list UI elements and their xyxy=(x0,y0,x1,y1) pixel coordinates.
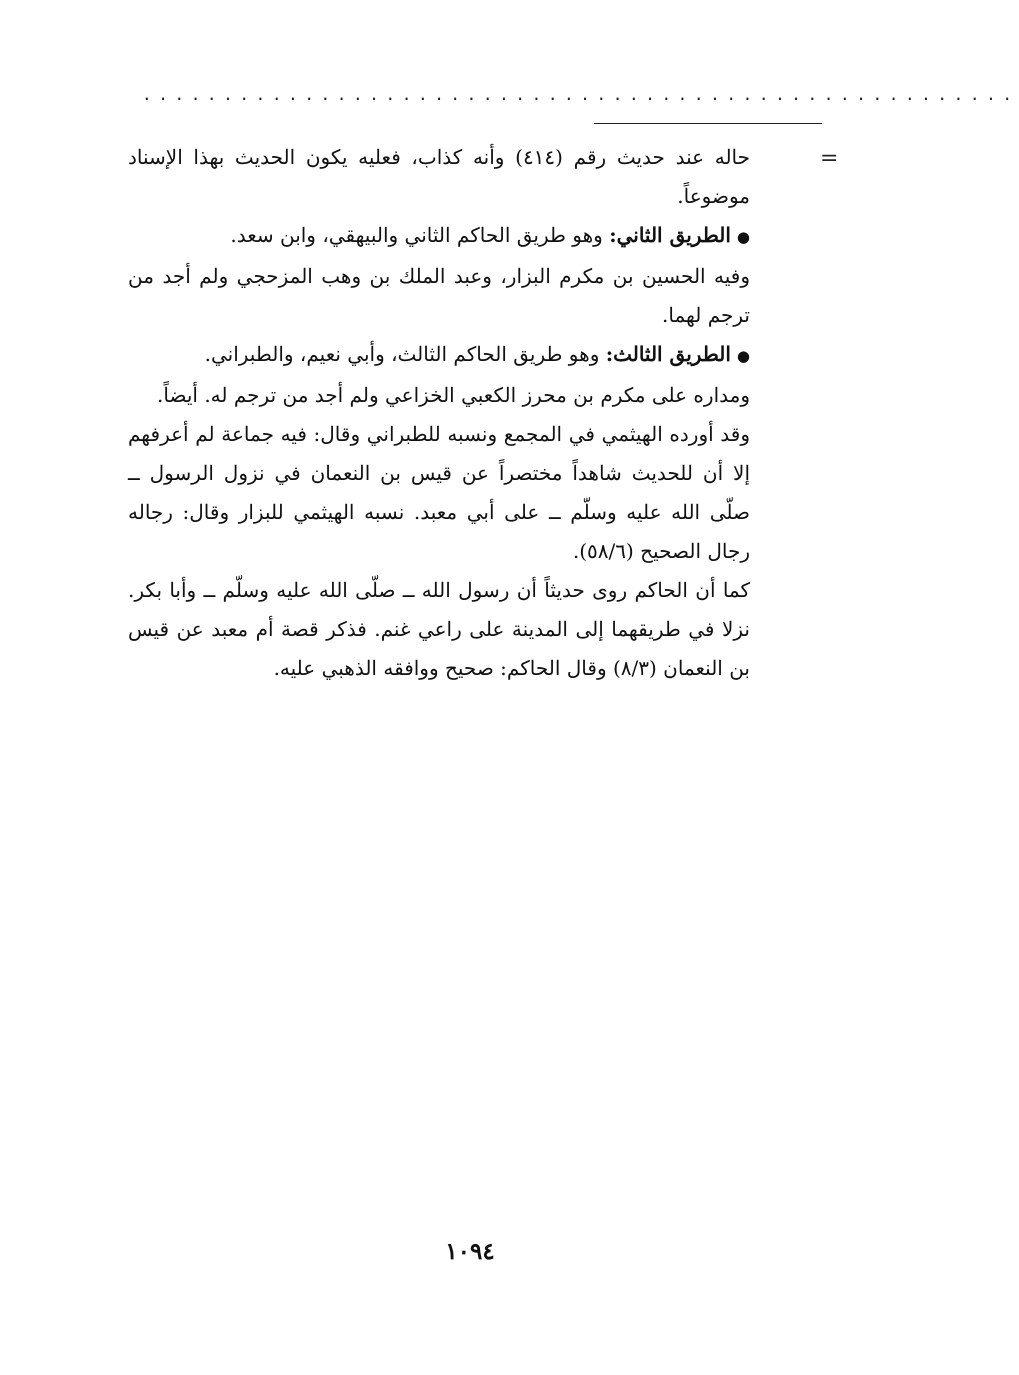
paragraph-haythami: وقد أورده الهيثمي في المجمع ونسبه للطبراني وقال: فيه جماعة لم أعرفهم إلا أن للحديث شاهداً مختصراً عن قيس بن النعمان في نزول الرسول ــ صلّى الله عليه وسلّم ــ على أبي معبد. نسبه الهيثمي للبزار وقال: رجاله رجال الصحيح (٥٨/٦). xyxy=(128,422,750,563)
paragraph-second-route-narrators: وفيه الحسين بن مكرم البزار، وعبد الملك بن وهب المزحجي ولم أجد من ترجم لهما. xyxy=(128,264,750,327)
second-route-text: وهو طريق الحاكم الثاني والبيهقي، وابن سعد. xyxy=(230,223,610,247)
third-route-label: الطريق الثالث: xyxy=(605,342,731,366)
paragraph-hakim: كما أن الحاكم روى حديثاً أن رسول الله ــ صلّى الله عليه وسلّم ــ وأبا بكر. نزلا في طريقهما إلى المدينة على راعي غنم. فذكر قصة أم معبد عن قيس بن النعمان (٨/٣) وقال الحاكم: صحيح ووافقه الذهبي عليه. xyxy=(128,578,750,680)
bullet-icon: ● xyxy=(736,347,750,365)
paragraph-continuation: حاله عند حديث رقم (٤١٤) وأنه كذاب، فعليه يكون الحديث بهذا الإسناد موضوعاً. xyxy=(128,145,750,208)
third-route-text: وهو طريق الحاكم الثالث، وأبي نعيم، والطبراني. xyxy=(204,342,606,366)
page-number: ١٠٩٤ xyxy=(445,1238,495,1265)
paragraph-second-route xyxy=(128,216,750,257)
paragraph-third-route xyxy=(128,335,750,376)
bullet-icon: ● xyxy=(736,228,750,246)
second-route-label: الطريق الثاني: xyxy=(609,223,731,247)
footnote-separator-rule xyxy=(594,123,822,124)
paragraph-third-route-narrator: ومداره على مكرم بن محرز الكعبي الخزاعي ولم أجد من ترجم له. أيضاً. xyxy=(157,383,750,407)
continuation-mark: = xyxy=(820,146,839,171)
footnote-body xyxy=(128,138,750,688)
dot-leader: ...................................................... xyxy=(142,85,1019,104)
